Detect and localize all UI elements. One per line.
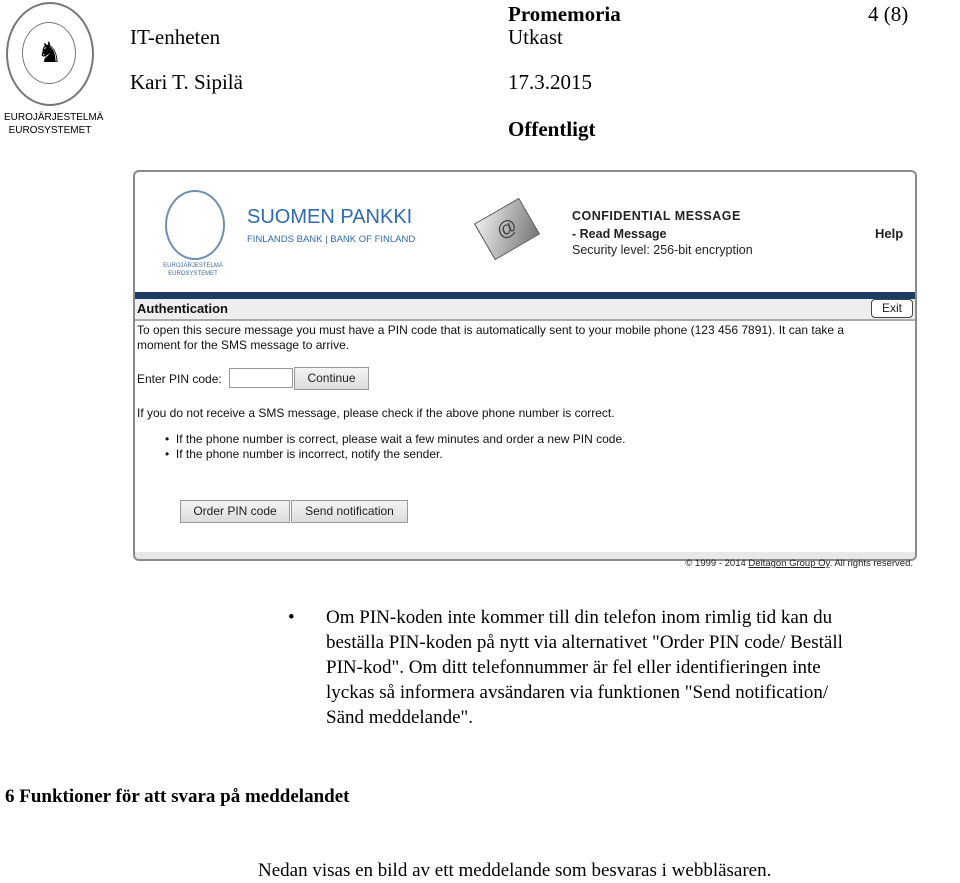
lion-icon: ♞ (37, 38, 63, 69)
confidential-title: CONFIDENTIAL MESSAGE (572, 209, 741, 223)
deltagon-link[interactable]: Deltagon Group Oy (748, 558, 830, 569)
doc-date: 17.3.2015 (508, 70, 592, 94)
doc-status: Utkast (508, 25, 563, 49)
no-sms-text: If you do not receive a SMS message, please check if the above phone number is correct. (137, 406, 615, 420)
copyright: © 1999 - 2014 Deltagon Group Oy. All rights reserved. (685, 558, 913, 569)
help-link[interactable]: Help (875, 226, 904, 241)
body-bullet-text: Om PIN-koden inte kommer till din telefon inom rimlig tid kan du beställa PIN-koden på nytt via alternativet "Order PIN code/ Beställ PIN-kod". Om ditt telefonnummer är fel eller identifieringen inte lyckas så informera avsändaren via funktionen "Send notification/ Sänd meddelande". (326, 607, 843, 728)
intro-line-1: To open this secure message you must have a PIN code that is automatically sent to your mobile phone (123 456 7891). It can take a (137, 323, 845, 337)
section-heading: 6 Funktioner för att svara på meddelandet (5, 786, 350, 807)
header-divider (135, 292, 915, 299)
author: Kari T. Sipilä (130, 70, 243, 94)
bank-seal-icon (165, 190, 225, 260)
send-notification-button[interactable]: Send notification (291, 500, 408, 523)
bank-subtitle: FINLANDS BANK | BANK OF FINLAND (247, 234, 416, 245)
section-title: Authentication (137, 301, 228, 316)
security-level: Security level: 256-bit encryption (572, 243, 753, 257)
unit: IT-enheten (130, 25, 221, 49)
eurosystem-text: EUROJÄRJESTELMÄ EUROSYSTEMET (4, 112, 104, 136)
body-paragraph: Nedan visas en bild av ett meddelande som besvaras i webbläsaren. (258, 860, 772, 881)
envelope-icon: @ (474, 198, 540, 260)
bank-name: SUOMEN PANKKI (247, 206, 413, 228)
intro-line-2: moment for the SMS message to arrive. (137, 338, 350, 352)
bullet-item: • If the phone number is incorrect, notify the sender. (165, 447, 443, 461)
bullet-item: • If the phone number is correct, please wait a few minutes and order a new PIN code. (165, 432, 626, 446)
eurosystem-small: EUROJÄRJESTELMÄ EUROSYSTEMET (163, 263, 223, 277)
section-bar (135, 299, 915, 321)
pin-input[interactable] (229, 368, 293, 388)
web-screenshot (133, 170, 917, 561)
bullet-icon: • (288, 607, 295, 628)
read-message: - Read Message (572, 227, 667, 241)
doc-type: Promemoria (508, 2, 621, 26)
continue-button[interactable]: Continue (294, 367, 369, 390)
classification: Offentligt (508, 117, 596, 141)
order-pin-button[interactable]: Order PIN code (180, 500, 290, 523)
pin-label: Enter PIN code: (137, 372, 222, 386)
page-number: 4 (8) (868, 2, 909, 26)
exit-button[interactable]: Exit (871, 299, 913, 318)
